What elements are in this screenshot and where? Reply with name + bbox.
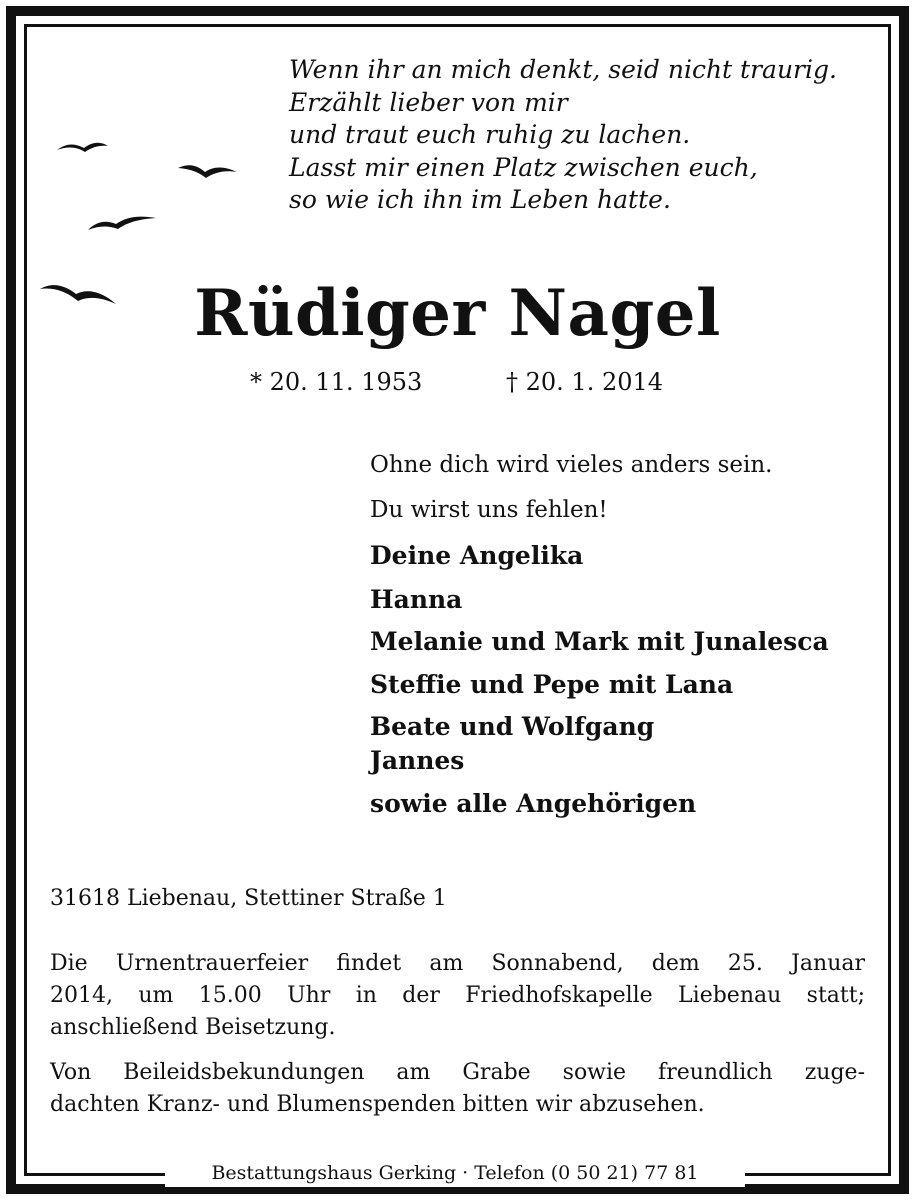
bird-icon [57,143,108,152]
mourner-name: Steffie und Pepe mit Lana [370,670,734,699]
condolence-line: dachten Kranz- und Blumenspenden bitten wir abzusehen. [50,1092,705,1117]
poem-line: Erzählt lieber von mir [289,87,568,117]
poem-line: Wenn ihr an mich denkt, seid nicht traurig. [289,55,837,84]
condolence-notice [50,1057,865,1121]
birth-date: * 20. 11. 1953 [250,368,423,396]
address: 31618 Liebenau, Stettiner Straße 1 [50,886,447,911]
poem-line: Lasst mir einen Platz zwischen euch, [289,152,758,182]
ceremony-notice [50,948,865,1044]
ceremony-line: Die Urnentrauerfeier findet am Sonnabend, dem 25. Januar [50,951,865,976]
mourner-name: Melanie und Mark mit Junalesca [370,627,829,656]
mourner-name: Hanna [370,585,463,614]
farewell-line: Ohne dich wird vieles anders sein. [370,452,773,478]
bird-icon [88,217,156,230]
poem [289,54,837,217]
deceased-name: Rüdiger Nagel [194,276,721,351]
funeral-home-footer: Bestattungshaus Gerking · Telefon (0 50 21) 77 81 [165,1159,745,1187]
farewell-line: Du wirst uns fehlen! [370,497,608,523]
poem-line: so wie ich ihn im Leben hatte. [289,185,671,214]
ceremony-line: 2014, um 15.00 Uhr in der Friedhofskapelle Liebenau statt; [50,983,865,1008]
mourner-name: Jannes [370,746,465,775]
mourner-name: Deine Angelika [370,541,584,570]
condolence-line: Von Beileidsbekundungen am Grabe sowie freundlich zuge- [50,1060,865,1085]
mourner-name: sowie alle Angehörigen [370,789,697,818]
ceremony-line: anschließend Beisetzung. [50,1015,336,1040]
birds-illustration [0,0,300,320]
poem-line: und traut euch ruhig zu lachen. [289,120,691,149]
death-date: † 20. 1. 2014 [506,368,664,396]
bird-icon [178,165,237,178]
mourner-name: Beate und Wolfgang [370,712,655,741]
